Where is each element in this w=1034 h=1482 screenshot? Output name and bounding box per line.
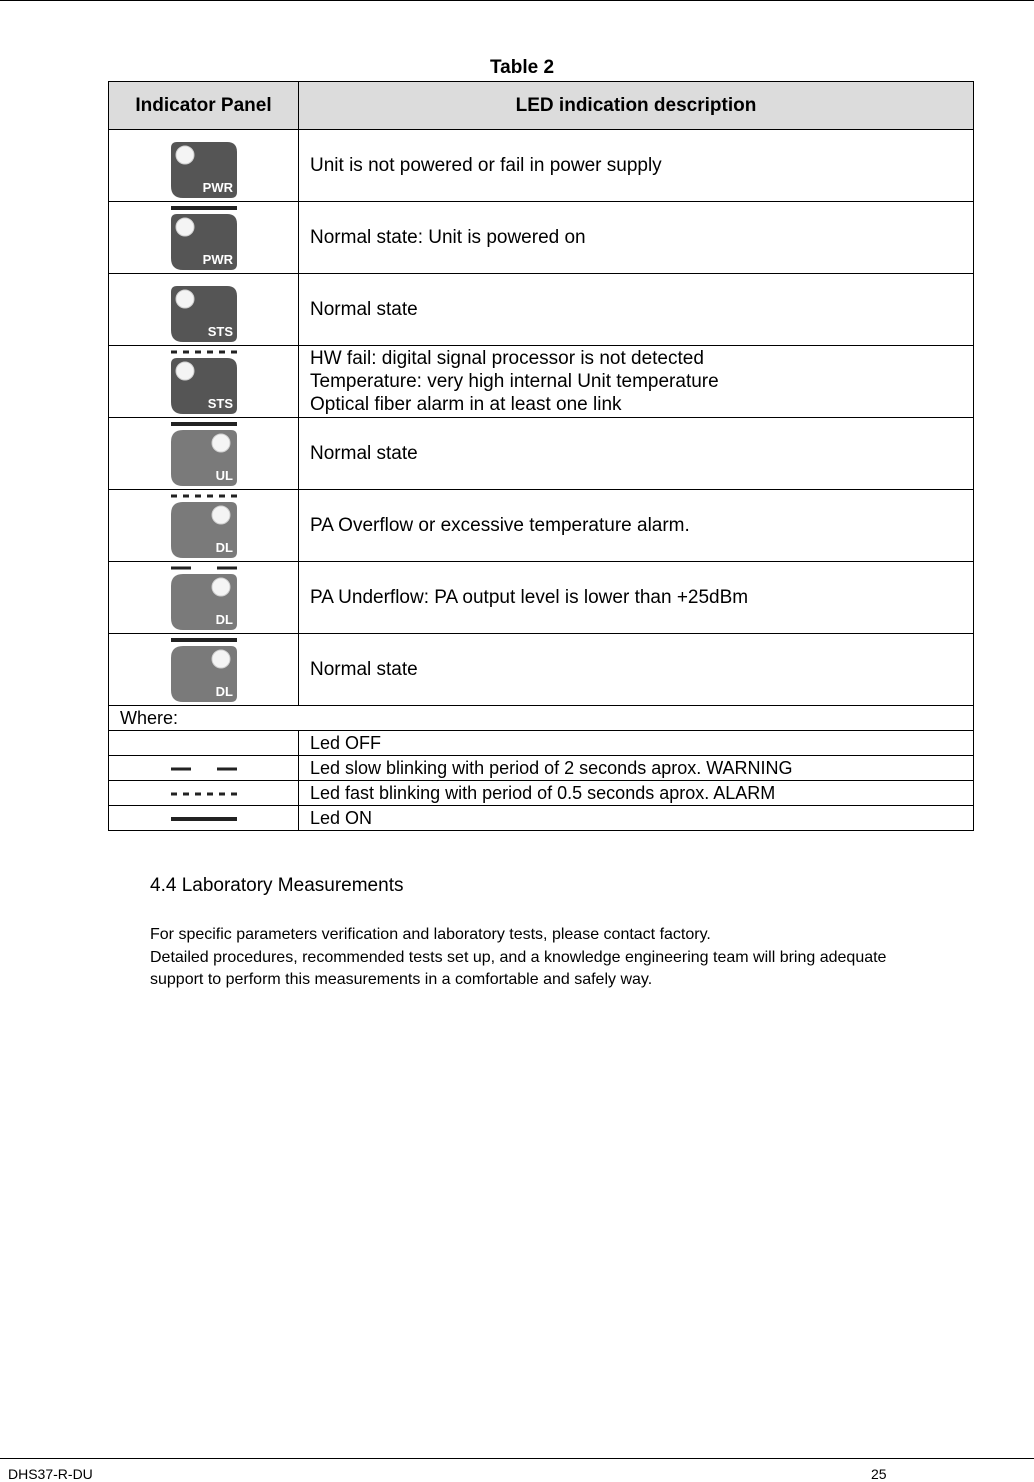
legend-row (109, 781, 974, 806)
indicator-icon-wrap (169, 422, 239, 486)
panel-label: DL (215, 683, 233, 699)
panel-label: DL (215, 611, 233, 627)
description-cell (299, 346, 974, 418)
description-cell (299, 562, 974, 634)
indicator-cell (109, 202, 299, 274)
indicator-cell (109, 274, 299, 346)
description-line: Normal state (310, 443, 418, 464)
led-panel-icon (169, 566, 239, 630)
description-line: PA Overflow or excessive temperature alarm. (310, 515, 690, 536)
legend-text: Led fast blinking with period of 0.5 seconds aprox. ALARM (299, 781, 974, 806)
description-cell (299, 634, 974, 706)
panel-label: PWR (202, 251, 233, 267)
indicator-icon-wrap (169, 278, 239, 342)
indicator-icon-wrap (169, 206, 239, 270)
indicator-cell (109, 490, 299, 562)
description-line: Temperature: very high internal Unit temperature (310, 371, 719, 392)
indicator-icon-wrap (169, 566, 239, 630)
led-dot-icon (212, 506, 230, 524)
indicator-icon-wrap (169, 494, 239, 558)
legend-pattern-icon (169, 761, 239, 775)
legend-pattern-icon (169, 786, 239, 800)
led-dot-icon (212, 650, 230, 668)
legend-text: Led ON (299, 806, 974, 831)
legend-text: Led OFF (299, 731, 974, 756)
led-panel-icon (169, 278, 239, 342)
panel-label: STS (207, 395, 233, 411)
indicator-cell (109, 130, 299, 202)
legend-pattern-cell (109, 731, 299, 756)
panel-label: UL (215, 467, 233, 483)
led-panel-icon (169, 134, 239, 198)
section-paragraph (150, 924, 1030, 992)
paragraph-line: support to perform this measurements in a comfortable and safely way. (150, 971, 653, 988)
paragraph-line: For specific parameters verification and laboratory tests, please contact factory. (150, 926, 711, 943)
legend-pattern-cell (109, 806, 299, 831)
description-cell (299, 202, 974, 274)
legend-row (109, 731, 974, 756)
table-row (109, 418, 974, 490)
table-row (109, 274, 974, 346)
legend-row (109, 756, 974, 781)
description-cell (299, 490, 974, 562)
description-cell (299, 418, 974, 490)
led-dot-icon (176, 146, 194, 164)
indicator-cell (109, 346, 299, 418)
description-line: Optical fiber alarm in at least one link (310, 394, 622, 415)
footer-rule (0, 1458, 1034, 1459)
indicator-icon-wrap (169, 134, 239, 198)
paragraph-line: Detailed procedures, recommended tests set up, and a knowledge engineering team will bring adequate (150, 948, 887, 966)
table-row (109, 490, 974, 562)
led-panel-icon (169, 422, 239, 486)
top-rule (0, 0, 1034, 1)
table-row (109, 562, 974, 634)
description-line: Normal state (310, 659, 418, 680)
legend-pattern-icon (169, 811, 239, 825)
where-row (109, 706, 974, 731)
where-label: Where: (109, 706, 974, 731)
table-row (109, 130, 974, 202)
indicator-cell (109, 562, 299, 634)
panel-label: DL (215, 539, 233, 555)
description-line: Normal state: Unit is powered on (310, 227, 586, 248)
led-dot-icon (212, 578, 230, 596)
led-dot-icon (176, 362, 194, 380)
description-cell (299, 274, 974, 346)
legend-pattern-cell (109, 781, 299, 806)
description-line: HW fail: digital signal processor is not detected (310, 348, 704, 369)
led-indication-table (108, 81, 974, 831)
led-dot-icon (212, 434, 230, 452)
led-panel-icon (169, 494, 239, 558)
header-led-description: LED indication description (299, 82, 974, 130)
indicator-cell (109, 418, 299, 490)
footer-page-number: 25 (871, 1466, 887, 1482)
led-dot-icon (176, 290, 194, 308)
description-line: Unit is not powered or fail in power supply (310, 155, 662, 176)
legend-text: Led slow blinking with period of 2 seconds aprox. WARNING (299, 756, 974, 781)
indicator-icon-wrap (169, 638, 239, 702)
table-row (109, 202, 974, 274)
legend-row (109, 806, 974, 831)
led-panel-icon (169, 638, 239, 702)
panel-label: PWR (202, 179, 233, 195)
footer-doc-id: DHS37-R-DU (8, 1466, 93, 1482)
header-indicator-panel: Indicator Panel (109, 82, 299, 130)
panel-label: STS (207, 323, 233, 339)
led-panel-icon (169, 206, 239, 270)
indicator-cell (109, 634, 299, 706)
table-row (109, 634, 974, 706)
led-panel-icon (169, 350, 239, 414)
table-row (109, 346, 974, 418)
table-caption: Table 2 (489, 57, 555, 78)
led-dot-icon (176, 218, 194, 236)
description-line: PA Underflow: PA output level is lower than +25dBm (310, 587, 749, 608)
legend-pattern-cell (109, 756, 299, 781)
section-title: 4.4 Laboratory Measurements (150, 875, 404, 896)
description-cell (299, 130, 974, 202)
description-line: Normal state (310, 299, 418, 320)
indicator-icon-wrap (169, 350, 239, 414)
legend-pattern-icon (169, 736, 239, 750)
